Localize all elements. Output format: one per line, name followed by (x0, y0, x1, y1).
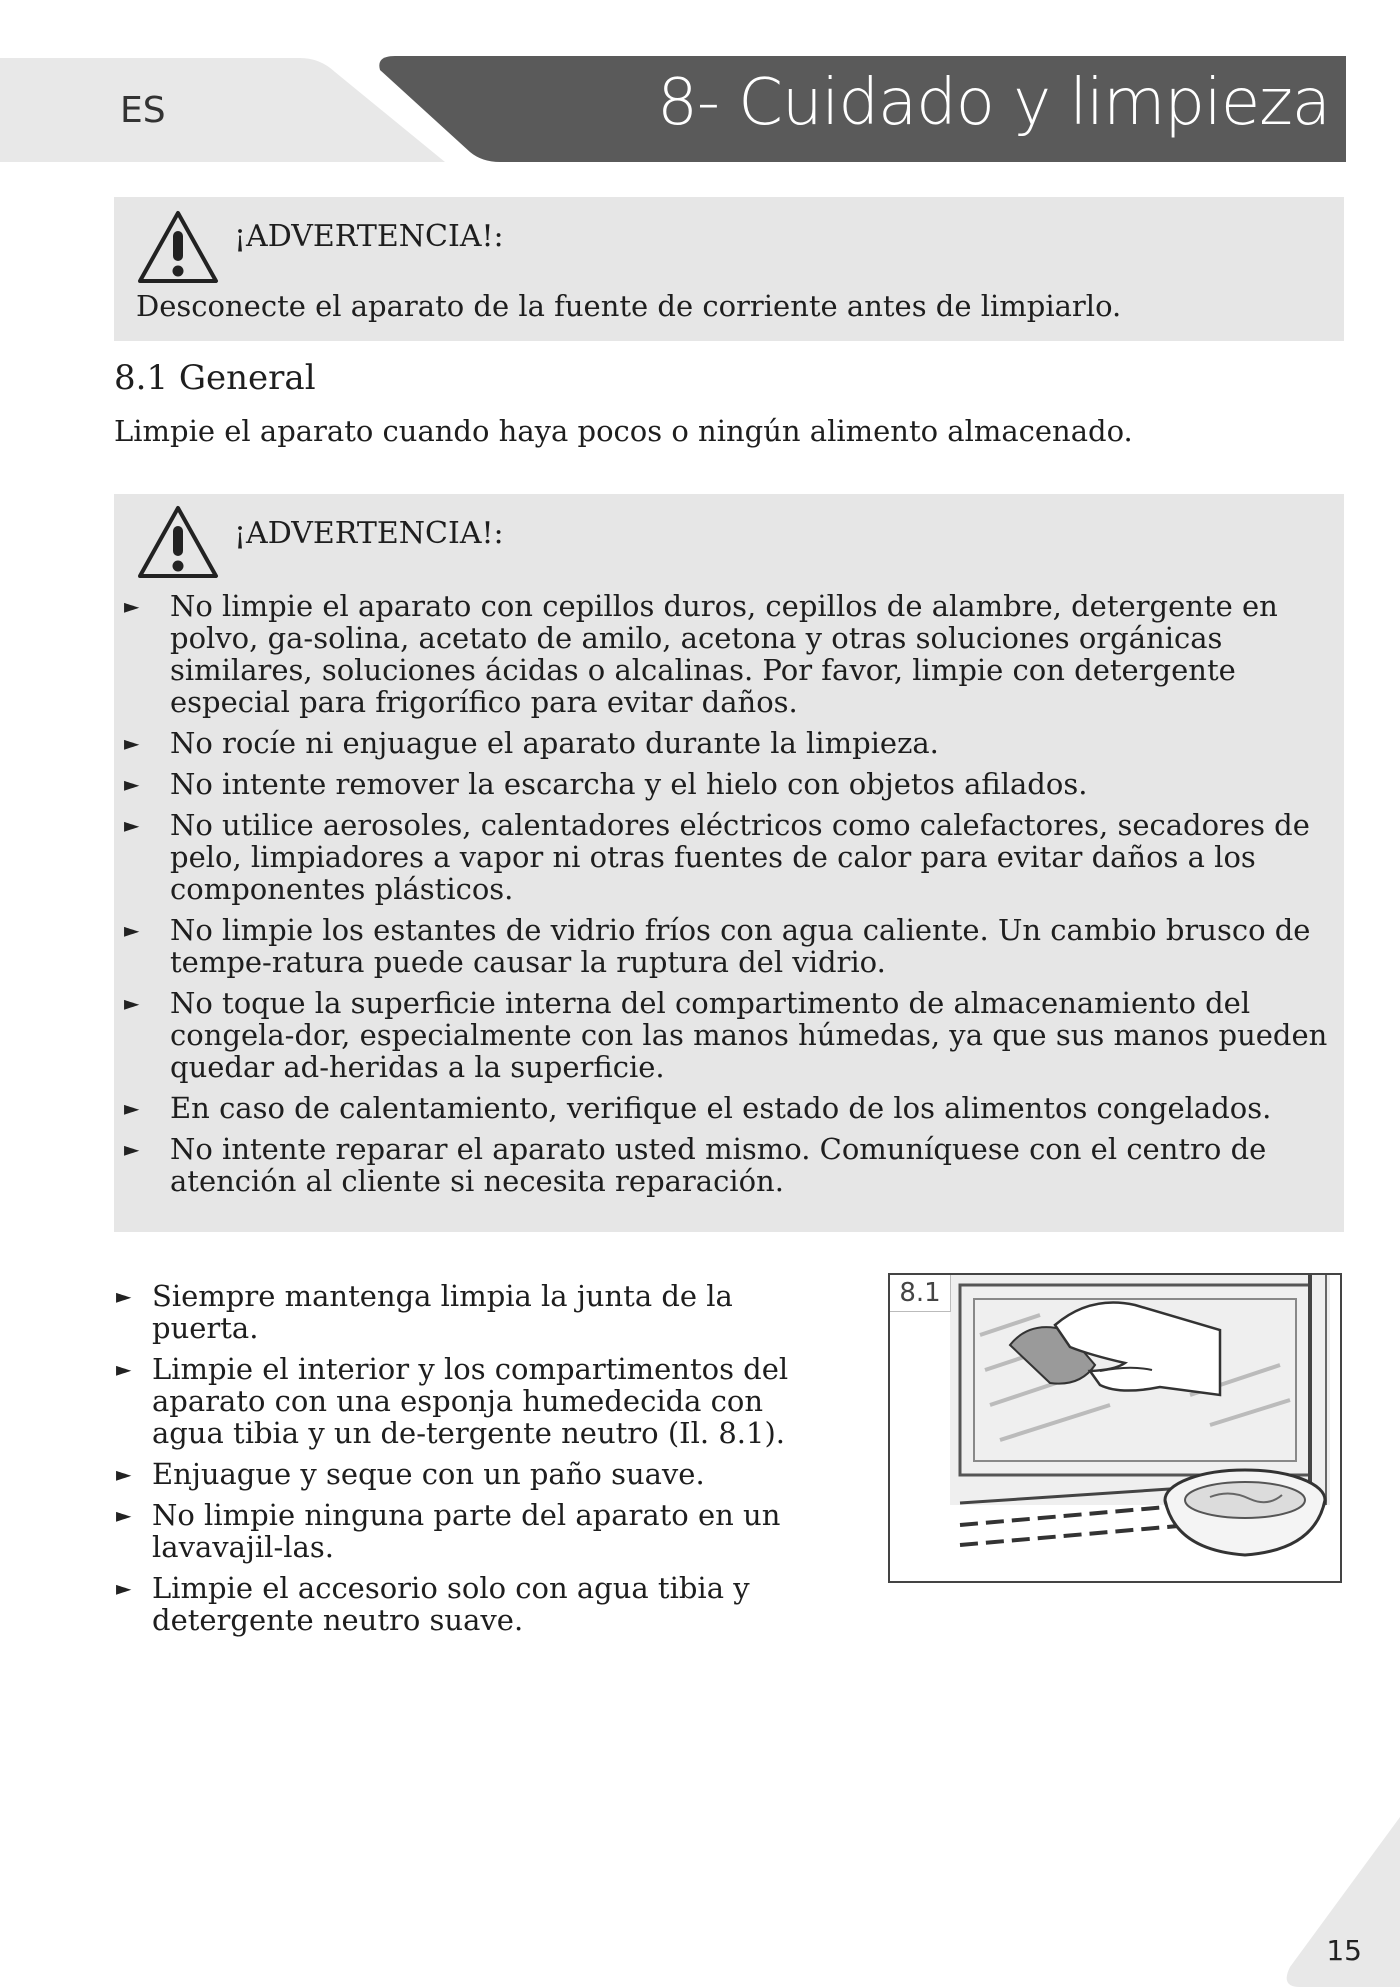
list-item: ► No intente reparar el aparato usted mismo. Comuníquese con el centro de atención al cliente si necesita reparación. (124, 1132, 1267, 1198)
bullet-arrow-icon: ► (116, 1357, 132, 1381)
bullet-arrow-icon: ► (124, 1137, 140, 1161)
warning-list (114, 590, 1336, 1206)
chapter-title: 8- Cuidado y limpieza (657, 66, 1330, 140)
figure-label: 8.1 (890, 1275, 951, 1312)
list-item: ► En caso de calentamiento, verifique el estado de los alimentos congelados. (124, 1091, 1272, 1125)
warning-box-top (114, 197, 1344, 341)
list-item: ► No rocíe ni enjuague el aparato durante la limpieza. (124, 726, 939, 760)
bullet-arrow-icon: ► (124, 772, 140, 796)
warning-box-main (114, 494, 1344, 1232)
bullet-arrow-icon: ► (116, 1576, 132, 1600)
figure-cleaning-illustration (888, 1273, 1342, 1583)
list-item: ► Siempre mantenga limpia la junta de la puerta. (116, 1279, 733, 1345)
cleaning-illustration (890, 1275, 1340, 1581)
language-code: ES (120, 90, 166, 131)
section-intro: Limpie el aparato cuando haya pocos o ningún alimento almacenado. (114, 414, 1133, 448)
bullet-arrow-icon: ► (124, 594, 140, 618)
list-item: ► No utilice aerosoles, calentadores eléctricos como calefactores, secadores de pelo, limpiadores a vapor ni otras fuentes de calor para evitar daños a los componentes plásticos. (124, 808, 1310, 906)
warning-title: ¡ADVERTENCIA!: (234, 516, 504, 551)
bullet-arrow-icon: ► (116, 1284, 132, 1308)
list-item: ► No toque la superficie interna del compartimento de almacenamiento del congela-dor, especialmente con las manos húmedas, ya que sus manos pueden quedar ad-heridas a la superficie. (124, 986, 1328, 1084)
list-item: ► Enjuague y seque con un paño suave. (116, 1457, 705, 1491)
bullet-arrow-icon: ► (116, 1462, 132, 1486)
bullet-arrow-icon: ► (124, 1096, 140, 1120)
bullet-arrow-icon: ► (124, 918, 140, 942)
bullet-arrow-icon: ► (124, 991, 140, 1015)
bullet-arrow-icon: ► (116, 1503, 132, 1527)
bullet-arrow-icon: ► (124, 813, 140, 837)
list-item: ► No limpie los estantes de vidrio fríos con agua caliente. Un cambio brusco de tempe-ratura puede causar la ruptura del vidrio. (124, 913, 1311, 979)
language-tab-shape (0, 58, 445, 162)
list-item: ► Limpie el accesorio solo con agua tibia y detergente neutro suave. (116, 1571, 750, 1637)
bullet-arrow-icon: ► (124, 731, 140, 755)
section-title: 8.1 General (114, 358, 316, 398)
warning-triangle-icon (136, 504, 220, 580)
page-number: 15 (1326, 1934, 1362, 1967)
list-item: ► No intente remover la escarcha y el hielo con objetos afilados. (124, 767, 1088, 801)
gasket-rail (960, 1505, 1190, 1545)
list-item: ► Limpie el interior y los compartimentos del aparato con una esponja humedecida con agua tibia y un de-tergente neutro (Il. 8.1). (116, 1352, 789, 1450)
warning-triangle-icon (136, 209, 220, 285)
warning-title: ¡ADVERTENCIA!: (234, 219, 504, 254)
list-item: ► No limpie ninguna parte del aparato en un lavavajil-las. (116, 1498, 781, 1564)
care-list (114, 1280, 834, 1645)
list-item: ► No limpie el aparato con cepillos duros, cepillos de alambre, detergente en polvo, ga-solina, acetato de amilo, acetona y otras soluciones orgánicas similares, soluciones ácidas o alcalinas. Por favor, limpie con detergente especial para frigorífico para evitar daños. (124, 589, 1278, 719)
warning-text: Desconecte el aparato de la fuente de corriente antes de limpiarlo. (136, 289, 1122, 323)
